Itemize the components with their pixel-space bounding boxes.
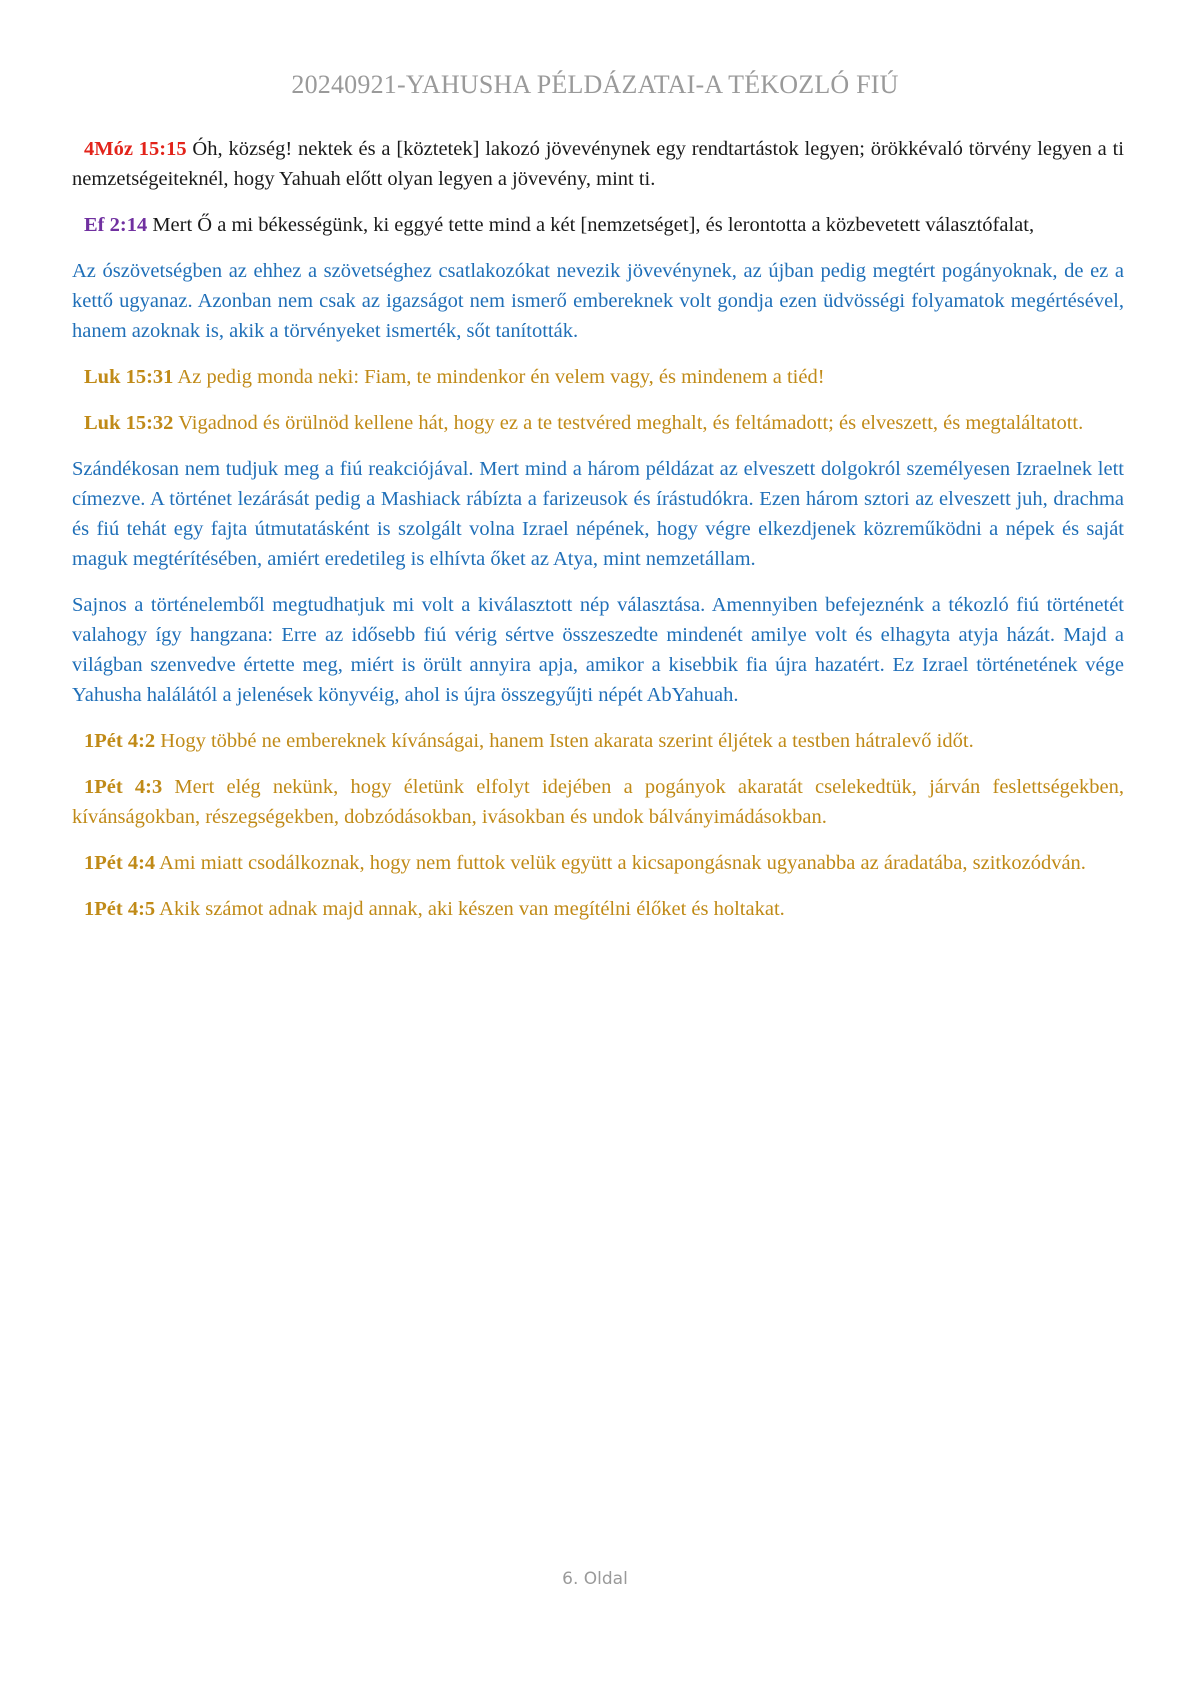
- verse-1pet-4-5: [72, 894, 1124, 924]
- verse-1pet-4-3: [72, 772, 1124, 832]
- verse-text: Óh, község! nektek és a [köztetek] lakozó jövevénynek egy rendtartástok legyen; örökkévaló törvény legyen a ti nemzetségeiteknél, hogy Yahuah előtt olyan legyen a jövevény, mint ti.: [72, 138, 1124, 190]
- verse-reference: Ef 2:14: [84, 214, 148, 236]
- verse-reference: 1Pét 4:2: [84, 730, 156, 752]
- verse-reference: Luk 15:32: [84, 412, 174, 434]
- verse-text: Vigadnod és örülnöd kellene hát, hogy ez a te testvéred meghalt, és feltámadott; és elveszett, és megtaláltatott.: [173, 412, 1084, 434]
- verse-reference: 1Pét 4:4: [84, 852, 156, 874]
- commentary-paragraph: Az ószövetségben az ehhez a szövetséghez csatlakozókat nevezik jövevénynek, az újban pedig megtért pogányoknak, de ez a kettő ugyanaz. Azonban nem csak az igazságot nem ismerő embereknek volt gondja ezen üdvösségi folyamatok megértésével, hanem azoknak is, akik a törvényeket ismerték, sőt tanították.: [72, 260, 1124, 342]
- verse-text: Akik számot adnak majd annak, aki készen van megítélni élőket és holtakat.: [155, 898, 785, 920]
- verse-1pet-4-4: [72, 848, 1124, 878]
- verse-1pet-4-2: [72, 726, 1124, 756]
- verse-text: Hogy többé ne embereknek kívánságai, hanem Isten akarata szerint éljétek a testben hátralevő időt.: [155, 730, 974, 752]
- commentary-paragraph: Sajnos a történelemből megtudhatjuk mi volt a kiválasztott nép választása. Amennyiben befejeznénk a tékozló fiú történetét valahogy így hangzana: Erre az idősebb fiú vérig sértve összeszedte mindenét amilye volt és elhagyta atyja házát. Majd a világban szenvedve értette meg, miért is örült annyira apja, amikor a kisebbik fia újra hazatért. Ez Izrael történetének vége Yahusha halálától a jelenések könyvéig, ahol is újra összegyűjti népét AbYahuah.: [72, 594, 1124, 706]
- page-number: 6. Oldal: [562, 1569, 628, 1589]
- verse-luke-15-32: [72, 408, 1124, 438]
- verse-text: Mert elég nekünk, hogy életünk elfolyt idejében a pogányok akaratát cselekedtük, járván feslettségekben, kívánságokban, részegségekben, dobzódásokban, ivásokban és undok bálványimádásokban.: [72, 776, 1124, 828]
- verse-eph-2-14: [72, 210, 1124, 240]
- verse-text: Mert Ő a mi békességünk, ki eggyé tette mind a két [nemzetséget], és lerontotta a közbevetett választófalat,: [147, 214, 1035, 236]
- verse-reference: Luk 15:31: [84, 366, 174, 388]
- commentary-paragraph: Szándékosan nem tudjuk meg a fiú reakciójával. Mert mind a három példázat az elveszett dolgokról személyesen Izraelnek lett címezve. A történet lezárását pedig a Mashiack rábízta a farizeusok és írástudókra. Ezen három sztori az elveszett juh, drachma és fiú tehát egy fajta útmutatásként is szolgált volna Izrael népének, hogy végre elkezdjenek közreműködni a népek és saját maguk megtérítésében, amiért eredetileg is elhívta őket az Atya, mint nemzetállam.: [72, 458, 1124, 570]
- page-header-title: 20240921-YAHUSHA PÉLDÁZATAI-A TÉKOZLÓ FIÚ: [291, 70, 899, 99]
- verse-luke-15-31: [72, 362, 1124, 392]
- verse-text: Az pedig monda neki: Fiam, te mindenkor én velem vagy, és mindenem a tiéd!: [173, 366, 825, 388]
- verse-reference: 1Pét 4:3: [84, 776, 163, 798]
- document-body: [72, 134, 1124, 940]
- verse-text: Ami miatt csodálkoznak, hogy nem futtok velük együtt a kicsapongásnak ugyanabba az áradatába, szitkozódván.: [155, 852, 1086, 874]
- verse-num-15-15: [72, 134, 1124, 194]
- verse-reference: 1Pét 4:5: [84, 898, 156, 920]
- verse-reference: 4Móz 15:15: [84, 138, 187, 160]
